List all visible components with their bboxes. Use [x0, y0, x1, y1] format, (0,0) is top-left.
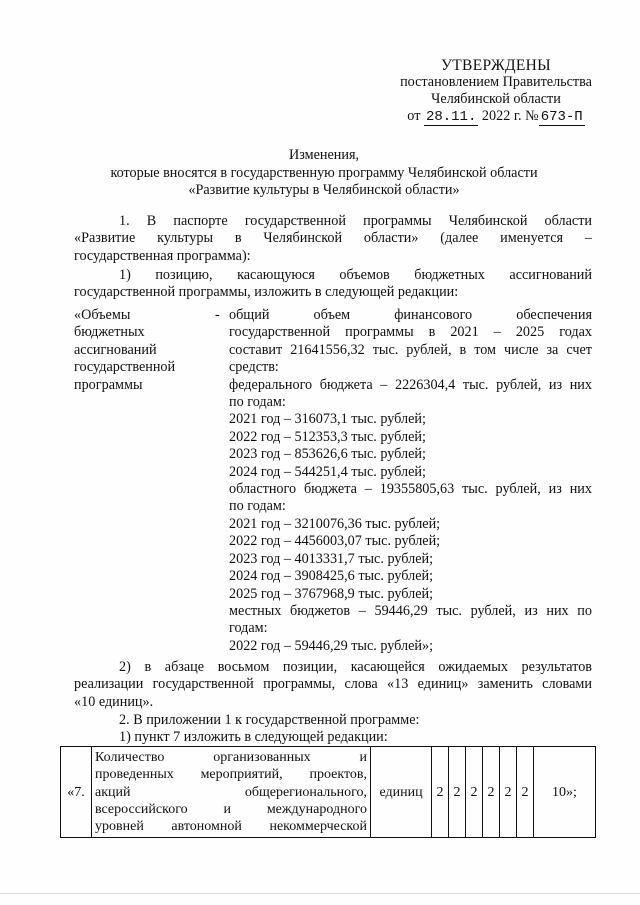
paragraph-1-1-line-1: 1) позицию, касающуюся объемов бюджетных ассигнований	[119, 267, 592, 283]
paragraph-2	[74, 712, 592, 747]
position-body-line: федерального бюджета – 2226304,4 тыс. рублей, из них	[229, 376, 592, 393]
page-edge	[0, 893, 640, 894]
position-label-line: ассигнований	[74, 341, 157, 358]
position-body-line: областного бюджета – 19355805,63 тыс. рублей, из них	[229, 481, 592, 498]
point-number: «7.	[61, 747, 92, 838]
position-body-line: 2023 год – 4013331,7 тыс. рублей;	[229, 550, 434, 567]
point-value: 2	[500, 747, 517, 838]
position-body-line: государственной программы в 2021 – 2025 годах	[229, 324, 592, 341]
point-unit: единиц	[371, 747, 432, 838]
position-dash: -	[215, 307, 220, 323]
point-description	[92, 747, 371, 838]
position-body-line: составит 21641556,32 тыс. рублей, в том числе за счет	[229, 341, 592, 358]
position-body-line: 2024 год – 544251,4 тыс. рублей;	[229, 463, 426, 480]
point-description-line: Количество организованных и	[95, 750, 367, 765]
point-description-line: акций общерегионального,	[95, 784, 367, 800]
position-body-line: 2024 год – 3908425,6 тыс. рублей;	[229, 568, 434, 585]
point-value: 2	[483, 747, 500, 838]
approval-line-2: Челябинской области	[431, 91, 561, 107]
position-body	[229, 307, 592, 655]
position-body-line: годам:	[229, 620, 268, 637]
position-body-line: 2021 год – 3210076,36 тыс. рублей;	[229, 515, 441, 532]
position-body-line: 2023 год – 853626,6 тыс. рублей;	[229, 446, 426, 463]
heading-line-1: Изменения,	[288, 147, 360, 163]
position-label-line: государственной	[74, 359, 176, 376]
point-value: 2	[466, 747, 483, 838]
position-body-line: 2021 год – 316073,1 тыс. рублей;	[229, 411, 426, 428]
paragraph-1-1-line-2: государственной программы, изложить в следующей редакции:	[74, 284, 459, 301]
position-body-line: общий объем финансового обеспечения	[229, 307, 592, 323]
paragraph-1-2-line-2: реализации государственной программы, слова «13 единиц» заменить словами	[74, 676, 592, 693]
paragraph-1-2-line-3: «10 единиц».	[74, 693, 154, 710]
point-description-line: всероссийского и международного	[95, 801, 367, 817]
position-body-line: 2022 год – 59446,29 тыс. рублей»;	[229, 637, 434, 654]
approval-title: УТВЕРЖДЕНЫ	[441, 57, 551, 74]
point-value: 2	[449, 747, 466, 838]
paragraph-1-2	[74, 659, 592, 711]
point-description-line: уровней автономной некоммерческой	[95, 819, 367, 835]
point-7-table	[60, 746, 596, 838]
paragraph-1-1	[74, 267, 592, 302]
position-body-line: по годам:	[229, 394, 286, 411]
paragraph-1-line-2: «Развитие культуры в Челябинской области» (далее именуется –	[74, 230, 592, 247]
position-body-line: по годам:	[229, 498, 286, 515]
point-value: 2	[432, 747, 449, 838]
position-body-line: местных бюджетов – 59446,29 тыс. рублей, из них по	[229, 602, 592, 619]
position-body-line: 2022 год – 512353,3 тыс. рублей;	[229, 428, 426, 445]
paragraph-2-line-1: 2. В приложении 1 к государственной программе:	[119, 712, 420, 728]
point-value-last: 10»;	[534, 747, 596, 838]
document-heading	[60, 147, 588, 200]
heading-line-2: которые вносятся в государственную программу Челябинской области	[110, 164, 538, 181]
paragraph-1	[74, 213, 592, 265]
heading-line-3: «Развитие культуры в Челябинской области»	[188, 182, 460, 198]
approval-block	[376, 57, 616, 126]
point-description-line: проведенных мероприятий, проектов,	[95, 767, 367, 783]
paragraph-1-line-3: государственная программа):	[74, 247, 251, 264]
position-body-line: 2022 год – 4456003,07 тыс. рублей;	[229, 533, 441, 550]
position-label	[74, 307, 214, 394]
paragraph-1-2-line-1: 2) в абзаце восьмом позиции, касающейся ожидаемых результатов	[119, 659, 592, 675]
approval-date: 28.11.	[425, 109, 477, 125]
approval-number: 673-П	[540, 109, 583, 125]
approval-line-1: постановлением Правительства	[400, 74, 592, 90]
table-row	[61, 747, 596, 838]
approval-date-line	[376, 108, 616, 126]
point-value: 2	[517, 747, 534, 838]
paragraph-1-line-1: 1. В паспорте государственной программы Челябинской области	[119, 213, 592, 229]
approval-year: 2022 г. №	[481, 108, 539, 124]
approval-date-prefix: от	[407, 108, 421, 124]
paragraph-2-line-2: 1) пункт 7 изложить в следующей редакции:	[119, 729, 388, 746]
position-label-line: бюджетных	[74, 324, 145, 341]
position-body-line: средств:	[229, 359, 279, 376]
position-label-line: программы	[74, 376, 143, 393]
position-body-line: 2025 год – 3767968,9 тыс. рублей;	[229, 585, 434, 602]
position-label-line: «Объемы	[74, 307, 131, 323]
